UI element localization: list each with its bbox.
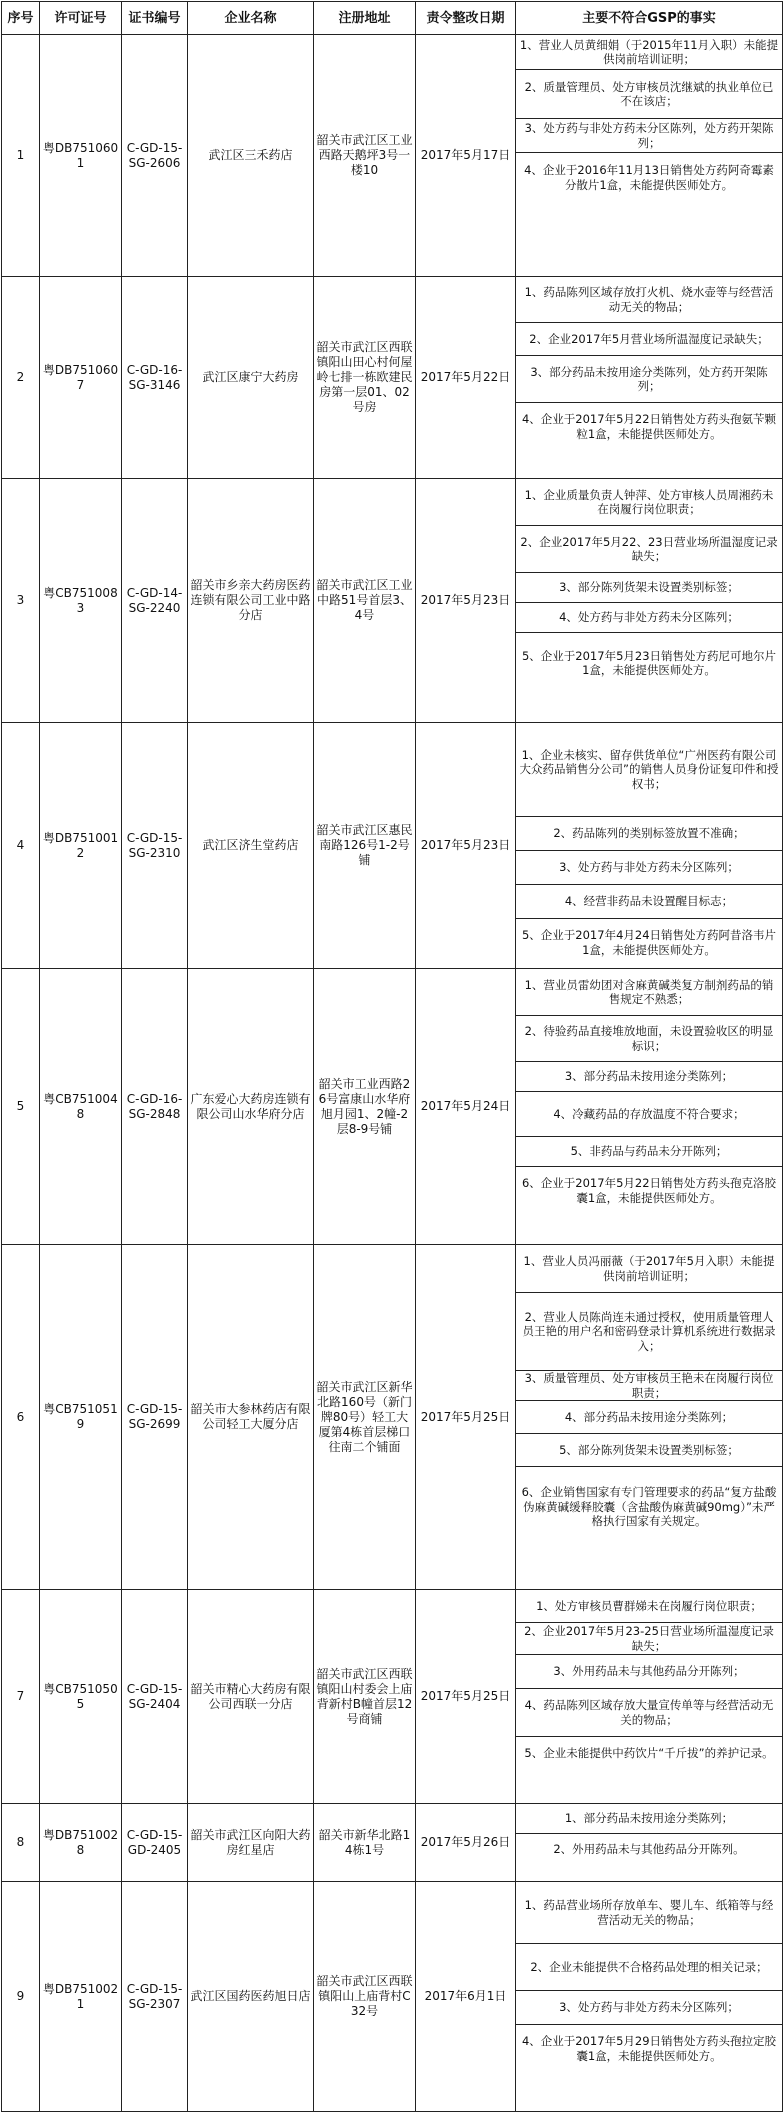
row-date: 2017年5月17日	[416, 35, 516, 277]
fact-item: 4、冷藏药品的存放温度不符合要求；	[516, 1092, 782, 1137]
fact-item: 5、部分陈列货架未设置类别标签；	[516, 1434, 782, 1467]
row-facts	[516, 1804, 783, 1882]
row-date: 2017年6月1日	[416, 1882, 516, 2112]
fact-item: 5、企业未能提供中药饮片“千斤拔”的养护记录。	[524, 1746, 774, 1761]
table-row	[2, 1245, 783, 1590]
fact-item: 4、部分药品未按用途分类陈列；	[516, 1401, 782, 1434]
fact-item: 2、企业2017年5月营业场所温湿度记录缺失；	[516, 323, 782, 356]
row-license: 粤DB7510021	[40, 1882, 122, 2112]
row-address: 韶关市武江区工业西路天鹅坪3号一楼10	[314, 35, 416, 277]
fact-item: 4、企业于2017年5月22日销售处方药头孢氨苄颗粒1盒，未能提供医师处方。	[521, 412, 777, 441]
row-no: 5	[2, 969, 40, 1245]
row-facts	[516, 35, 783, 277]
row-facts	[516, 277, 783, 479]
fact-item: 1、处方审核员曹群娣未在岗履行岗位职责；	[516, 1590, 782, 1623]
row-date: 2017年5月25日	[416, 1590, 516, 1804]
fact-item: 3、部分药品未按用途分类陈列，处方药开架陈列；	[516, 356, 782, 403]
row-no: 7	[2, 1590, 40, 1804]
row-cert: C-GD-15-SG-2310	[122, 723, 188, 969]
row-no: 6	[2, 1245, 40, 1590]
fact-item: 3、处方药与非处方药未分区陈列；	[516, 1991, 782, 2025]
row-facts	[516, 479, 783, 723]
row-name: 韶关市精心大药房有限公司西联一分店	[188, 1590, 314, 1804]
fact-item: 1、营业人员冯丽薇（于2017年5月入职）未能提供岗前培训证明；	[516, 1245, 782, 1293]
row-name: 韶关市大参林药店有限公司轻工大厦分店	[188, 1245, 314, 1590]
table-row	[2, 277, 783, 479]
row-name: 武江区济生堂药店	[188, 723, 314, 969]
row-name: 武江区康宁大药房	[188, 277, 314, 479]
row-date: 2017年5月23日	[416, 479, 516, 723]
row-license: 粤DB7510012	[40, 723, 122, 969]
header-row	[2, 2, 783, 35]
row-cert: C-GD-14-SG-2240	[122, 479, 188, 723]
row-facts	[516, 1245, 783, 1590]
row-name: 武江区国药医药旭日店	[188, 1882, 314, 2112]
header-name: 企业名称	[188, 2, 314, 35]
row-address: 韶关市武江区西联镇阳山村委会上庙背新村B幢首层12号商铺	[314, 1590, 416, 1804]
fact-item: 1、企业未核实、留存供货单位“广州医药有限公司大众药品销售分公司”的销售人员身份证复印件和授权书；	[516, 723, 782, 817]
row-date: 2017年5月26日	[416, 1804, 516, 1882]
fact-item: 4、药品陈列区域存放大量宣传单等与经营活动无关的物品；	[516, 1689, 782, 1737]
fact-item: 1、药品陈列区域存放打火机、烧水壶等与经营活动无关的物品；	[516, 277, 782, 323]
fact-item: 3、部分药品未按用途分类陈列；	[516, 1062, 782, 1092]
row-no: 4	[2, 723, 40, 969]
row-cert: C-GD-16-SG-2848	[122, 969, 188, 1245]
table-body	[2, 35, 783, 2112]
fact-item: 2、企业2017年5月23-25日营业场所温湿度记录缺失；	[516, 1623, 782, 1655]
gsp-table	[1, 1, 783, 2112]
table-row	[2, 1882, 783, 2112]
row-no: 9	[2, 1882, 40, 2112]
header-facts: 主要不符合GSP的事实	[516, 2, 783, 35]
row-license: 粤CB7510519	[40, 1245, 122, 1590]
row-address: 韶关市新华北路14栋1号	[314, 1804, 416, 1882]
row-cert: C-GD-15-SG-2606	[122, 35, 188, 277]
row-license: 粤DB7510028	[40, 1804, 122, 1882]
row-date: 2017年5月25日	[416, 1245, 516, 1590]
row-address: 韶关市武江区惠民南路126号1-2号铺	[314, 723, 416, 969]
fact-item: 3、处方药与非处方药未分区陈列；	[516, 851, 782, 885]
fact-item: 3、部分陈列货架未设置类别标签；	[516, 573, 782, 603]
row-address: 韶关市武江区西联镇阳山上庙背村C32号	[314, 1882, 416, 2112]
fact-item: 1、营业员雷幼团对含麻黄碱类复方制剂药品的销售规定不熟悉；	[516, 969, 782, 1016]
header-cert: 证书编号	[122, 2, 188, 35]
header-license: 许可证号	[40, 2, 122, 35]
fact-item: 5、企业于2017年5月23日销售处方药尼可地尔片1盒，未能提供医师处方。	[521, 648, 777, 677]
fact-item: 4、企业于2017年5月29日销售处方药头孢拉定胶囊1盒，未能提供医师处方。	[521, 2034, 777, 2063]
table-row	[2, 1804, 783, 1882]
table-row	[2, 479, 783, 723]
fact-item: 2、药品陈列的类别标签放置不准确；	[516, 817, 782, 851]
row-name: 武江区三禾药店	[188, 35, 314, 277]
table-row	[2, 1590, 783, 1804]
row-license: 粤DB7510601	[40, 35, 122, 277]
header-address: 注册地址	[314, 2, 416, 35]
row-cert: C-GD-15-SG-2699	[122, 1245, 188, 1590]
fact-item: 1、药品营业场所存放单车、婴儿车、纸箱等与经营活动无关的物品；	[516, 1882, 782, 1944]
table-row	[2, 969, 783, 1245]
fact-item: 3、质量管理员、处方审核员王艳未在岗履行岗位职责；	[516, 1371, 782, 1401]
row-no: 2	[2, 277, 40, 479]
row-address: 韶关市武江区新华北路160号（新门牌80号）轻工大厦第4栋首层梯口往南二个铺面	[314, 1245, 416, 1590]
row-cert: C-GD-15-SG-2404	[122, 1590, 188, 1804]
fact-item: 6、企业销售国家有专门管理要求的药品“复方盐酸伪麻黄碱缓释胶囊（含盐酸伪麻黄碱90mg）”未严格执行国家有关规定。	[521, 1485, 777, 1529]
row-cert: C-GD-15-GD-2405	[122, 1804, 188, 1882]
fact-item: 2、待验药品直接堆放地面，未设置验收区的明显标识；	[516, 1016, 782, 1062]
row-address: 韶关市武江区西联镇阳山田心村何屋岭七排一栋欧建民房第一层01、02号房	[314, 277, 416, 479]
row-address: 韶关市武江区工业中路51号首层3、4号	[314, 479, 416, 723]
row-date: 2017年5月23日	[416, 723, 516, 969]
row-no: 8	[2, 1804, 40, 1882]
header-date: 责令整改日期	[416, 2, 516, 35]
fact-item: 1、部分药品未按用途分类陈列；	[516, 1804, 782, 1834]
fact-item: 3、处方药与非处方药未分区陈列，处方药开架陈列；	[516, 119, 782, 153]
fact-item: 2、质量管理员、处方审核员沈继斌的执业单位已不在该店；	[516, 70, 782, 119]
table-row	[2, 723, 783, 969]
fact-item: 2、外用药品未与其他药品分开陈列。	[553, 1841, 745, 1856]
row-date: 2017年5月22日	[416, 277, 516, 479]
table-row	[2, 35, 783, 277]
row-license: 粤CB7510083	[40, 479, 122, 723]
row-address: 韶关市工业西路26号富康山水华府旭月园1、2幢-2层8-9号铺	[314, 969, 416, 1245]
row-license: 粤CB7510505	[40, 1590, 122, 1804]
fact-item: 6、企业于2017年5月22日销售处方药头孢克洛胶囊1盒，未能提供医师处方。	[521, 1176, 777, 1205]
header-no: 序号	[2, 2, 40, 35]
fact-item: 2、企业2017年5月22、23日营业场所温湿度记录缺失；	[516, 526, 782, 573]
row-facts	[516, 1882, 783, 2112]
fact-item: 1、企业质量负责人钟萍、处方审核人员周湘药未在岗履行岗位职责；	[516, 479, 782, 526]
row-facts	[516, 723, 783, 969]
row-name: 韶关市武江区向阳大药房红星店	[188, 1804, 314, 1882]
row-license: 粤DB7510607	[40, 277, 122, 479]
fact-item: 3、外用药品未与其他药品分开陈列；	[516, 1655, 782, 1689]
fact-item: 4、处方药与非处方药未分区陈列；	[516, 603, 782, 633]
row-cert: C-GD-15-SG-2307	[122, 1882, 188, 2112]
row-cert: C-GD-16-SG-3146	[122, 277, 188, 479]
row-no: 3	[2, 479, 40, 723]
row-facts	[516, 1590, 783, 1804]
row-date: 2017年5月24日	[416, 969, 516, 1245]
fact-item: 2、营业人员陈尚连未通过授权，使用质量管理人员王艳的用户名和密码登录计算机系统进行数据录入；	[516, 1293, 782, 1371]
fact-item: 4、经营非药品未设置醒目标志；	[516, 885, 782, 919]
row-name: 广东爱心大药房连锁有限公司山水华府分店	[188, 969, 314, 1245]
fact-item: 5、非药品与药品未分开陈列；	[516, 1137, 782, 1167]
row-license: 粤CB7510048	[40, 969, 122, 1245]
fact-item: 2、企业未能提供不合格药品处理的相关记录；	[516, 1944, 782, 1991]
row-name: 韶关市乡亲大药房医药连锁有限公司工业中路分店	[188, 479, 314, 723]
row-facts	[516, 969, 783, 1245]
row-no: 1	[2, 35, 40, 277]
fact-item: 1、营业人员黄细娟（于2015年11月入职）未能提供岗前培训证明；	[516, 35, 782, 70]
fact-item: 4、企业于2016年11月13日销售处方药阿奇霉素分散片1盒，未能提供医师处方。	[524, 163, 774, 192]
fact-item: 5、企业于2017年4月24日销售处方药阿昔洛韦片1盒，未能提供医师处方。	[521, 928, 777, 957]
